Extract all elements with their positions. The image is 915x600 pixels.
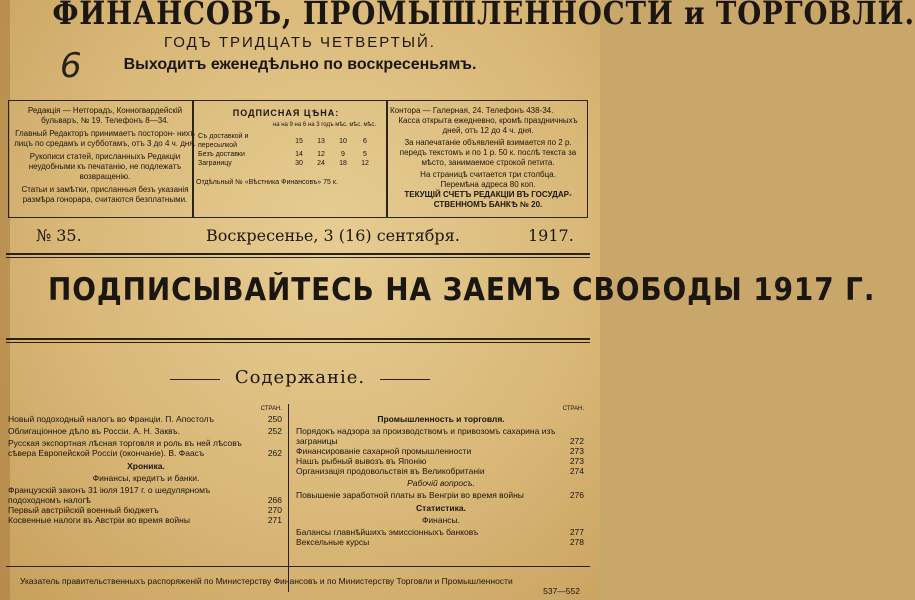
bank-account: ТЕКУЩІЙ СЧЕТЪ РЕДАКЦІИ ВЪ ГОСУДАР- СТВЕННОМЪ БАНКѢ № 20. xyxy=(404,190,572,209)
office-address: Контора — Галерная, 24. Телефонъ 438-34. xyxy=(390,106,554,115)
toc-entry-title: Организація продовольствія въ Великобританіи xyxy=(296,466,485,476)
issue-date: Воскресенье, 3 (16) сентября. xyxy=(206,226,460,245)
subscription-column-header: на на 9 на 6 на 3 годъ мѣс. мѣс. мѣс. xyxy=(272,122,376,128)
price-row-label: Съ доставкой и пересылкой xyxy=(198,133,249,149)
divider-rule xyxy=(6,342,590,343)
toc-entry-title: Новый подоходный налогъ во Франціи. П. Апостолъ xyxy=(8,414,214,424)
toc-entry xyxy=(8,426,284,436)
loan-banner: ПОДПИСЫВАЙТЕСЬ НА ЗАЕМЪ СВОБОДЫ 1917 Г. xyxy=(48,272,876,308)
office-info xyxy=(390,106,586,210)
toc-entry-page: 272 xyxy=(569,436,584,446)
toc-entry-page: 273 xyxy=(569,456,584,466)
toc-entry xyxy=(8,505,284,515)
info-box-divider-right xyxy=(386,100,388,218)
toc-entry-title: Русская экспортная лѣсная торговля и роль въ ней лѣсовъ сѣвера Европейской Россіи (окончаніе). В. Фаасъ xyxy=(8,438,242,458)
page-col-label: СТРАН. xyxy=(562,406,584,412)
manuscripts-note: Рукописи статей, присланныхъ Редакціи неудобными къ печатанію, не подлежатъ возвращенію. xyxy=(28,152,182,181)
price-cell: 18 xyxy=(339,160,347,167)
issue-line xyxy=(20,226,580,246)
toc-column-divider xyxy=(288,404,289,592)
toc-entry-title: Порядокъ надзора за производствомъ и привозомъ сахарина изъ заграницы xyxy=(296,426,556,446)
columns-note: На страницѣ считается три столбца. xyxy=(420,170,556,179)
toc-entry-page: 276 xyxy=(569,490,584,500)
toc-entry-page: 250 xyxy=(267,414,282,424)
toc-right-column xyxy=(296,404,586,547)
single-issue-price: Отдѣльный № «Вѣстника Финансовъ» 75 к. xyxy=(196,179,338,186)
toc-entry-title: Облигаціонное дѣло въ Россіи. А. Н. Заквъ. xyxy=(8,426,180,436)
editorial-info xyxy=(12,106,198,205)
toc-entry xyxy=(296,456,586,466)
subsection-heading: Финансы, кредитъ и банки. xyxy=(92,473,200,483)
toc-entry xyxy=(296,466,586,476)
year-line: ГОДЪ ТРИДЦАТЬ ЧЕТВЕРТЫЙ. xyxy=(164,34,436,51)
price-row-label: Безъ доставки xyxy=(198,151,245,158)
price-cell: 6 xyxy=(363,137,367,145)
toc-entry-page: 262 xyxy=(267,448,282,458)
subscription-price xyxy=(196,106,376,188)
toc-entry xyxy=(8,438,284,458)
price-cell: 30 xyxy=(295,160,303,167)
toc-entry-page: 274 xyxy=(569,466,584,476)
price-row-label: Заграницу xyxy=(198,160,232,167)
toc-entry-page: 252 xyxy=(267,426,282,436)
price-cell: 12 xyxy=(317,151,325,158)
handwritten-number: 6 xyxy=(60,46,82,86)
toc-entry-title: Вексельные курсы xyxy=(296,537,370,547)
subscription-table xyxy=(196,132,376,168)
contents-heading: Содержаніе. xyxy=(234,367,366,388)
footer-text: Указатель правительственныхъ распоряженій по Министерству Финансовъ и по Министерству Торговли и Промышленности xyxy=(20,576,513,586)
price-cell: 9 xyxy=(341,151,345,158)
address-change-fee: Перемѣна адреса 80 коп. xyxy=(440,180,536,189)
price-cell: 12 xyxy=(361,160,369,167)
toc-entry-title: Нашъ рыбный вывозъ въ Японію xyxy=(296,456,427,466)
section-heading: Статистика. xyxy=(416,503,466,513)
toc-entry-page: 273 xyxy=(569,446,584,456)
footer-page: 537—552 xyxy=(543,586,580,596)
ads-pricing: За напечатаніе объявленій взимается по 2 р. передъ текстомъ и по 1 р. 50 к. послѣ текста за мѣсто, занимаемое строкой петита. xyxy=(399,138,577,167)
price-cell: 13 xyxy=(317,137,325,145)
issue-number: № 35. xyxy=(36,226,82,245)
divider-rule xyxy=(6,257,590,258)
weekly-line: Выходитъ еженедѣльно по воскресеньямъ. xyxy=(123,56,477,73)
toc-entry-title: Первый австрійскій военный бюджетъ xyxy=(8,505,159,515)
toc-entry xyxy=(8,515,284,525)
editorial-address: Редакція — Нетгорадъ, Конногвардейскій бульваръ, № 19. Телефонъ 8—34. xyxy=(27,106,183,125)
section-heading: Хроника. xyxy=(127,461,165,471)
price-cell: 24 xyxy=(317,160,325,167)
toc-entry-page: 270 xyxy=(267,505,282,515)
issue-year: 1917. xyxy=(528,226,574,245)
toc-entry xyxy=(8,414,284,424)
toc-entry xyxy=(296,527,586,537)
toc-entry-title: Повышеніе заработной платы въ Венгріи во время войны xyxy=(296,490,524,500)
page-col-label: СТРАН. xyxy=(260,406,282,412)
toc-entry-title: Балансы главнѣйшихъ эмиссіонныхъ банковъ xyxy=(296,527,479,537)
masthead-title: ФИНАНСОВЪ, ПРОМЫШЛЕННОСТИ и ТОРГОВЛИ. xyxy=(52,0,915,32)
toc-entry xyxy=(8,485,284,505)
toc-entry-title: Финансированіе сахарной промышленности xyxy=(296,446,472,456)
price-row xyxy=(196,132,376,150)
toc-entry-page: 266 xyxy=(267,495,282,505)
price-cell: 5 xyxy=(363,151,367,158)
fees-note: Статьи и замѣтки, присланныя безъ указанія размѣра гонорара, считаются безплатными. xyxy=(21,185,189,204)
toc-entry xyxy=(296,490,586,500)
heading-ornament-right xyxy=(380,379,430,380)
subscription-heading: ПОДПИСНАЯ ЦѢНА: xyxy=(232,108,340,118)
price-cell: 15 xyxy=(295,137,303,145)
section-heading: Промышленность и торговля. xyxy=(377,414,505,424)
toc-entry-page: 278 xyxy=(569,537,584,547)
section-heading: Рабочій вопросъ. xyxy=(407,478,475,488)
toc-entry-page: 271 xyxy=(267,515,282,525)
divider-rule xyxy=(6,338,590,340)
editor-hours: Главный Редакторъ принимаетъ посторон- нихъ лицъ по средамъ и субботамъ, отъ 3 до 4 ч. дня. xyxy=(14,129,196,148)
price-row xyxy=(196,150,376,159)
cashier-hours: Касса открыта ежедневно, кромѣ праздничныхъ дней, отъ 12 до 4 ч. дня. xyxy=(398,116,578,135)
toc-entry-title: Косвенные налоги въ Австріи во время войны xyxy=(8,515,190,525)
divider-rule xyxy=(6,253,590,255)
toc-left-column xyxy=(8,404,284,525)
price-cell: 14 xyxy=(295,151,303,158)
toc-entry xyxy=(296,537,586,547)
footer-entry xyxy=(20,576,580,596)
subsection-heading: Финансы. xyxy=(421,515,461,525)
price-row xyxy=(196,159,376,168)
toc-entry-page: 277 xyxy=(569,527,584,537)
divider-rule xyxy=(6,566,590,567)
price-cell: 10 xyxy=(339,137,347,145)
toc-entry xyxy=(296,426,586,446)
toc-entry xyxy=(296,446,586,456)
toc-entry-title: Французскій законъ 31 іюля 1917 г. о шедулярномъ подоходномъ налогѣ xyxy=(8,485,211,505)
